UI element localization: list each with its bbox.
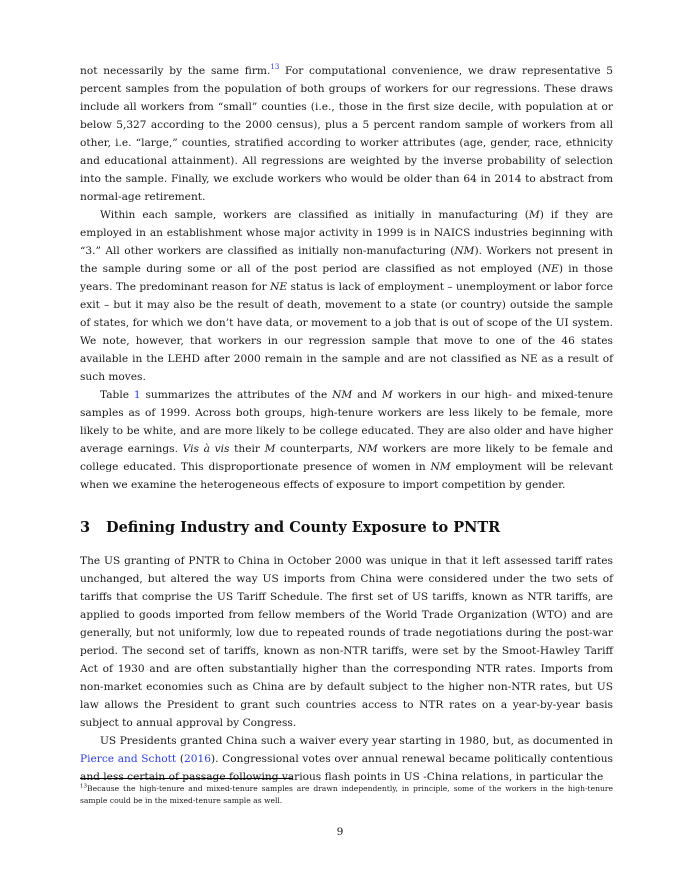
footnote-divider <box>80 778 293 779</box>
footnote-text: Because the high-tenure and mixed-tenure samples are drawn independently, in principle, some of the workers in the high-tenure sample could be in the mixed-tenure sample as well. <box>80 784 613 805</box>
section-number: 3 <box>80 519 91 536</box>
footnote-mark: 13 <box>80 783 87 790</box>
footnote-13 <box>80 783 613 806</box>
paper-body <box>80 62 613 786</box>
citation-link-name[interactable]: Pierce and Schott <box>80 753 177 765</box>
paragraph-presidents: US Presidents granted China such a waiver every year starting in 1980, but, as documented in Pierce and Schott (2016). Congressional votes over annual renewal became politically contentious and less certain of passage following various flash points in US -China relations, in particular the <box>80 735 613 783</box>
footnote-ref-13[interactable]: 13 <box>270 63 280 71</box>
section-title: Defining Industry and County Exposure to PNTR <box>106 519 501 536</box>
paragraph-table-summary: Table 1 summarizes the attributes of the NM and M workers in our high- and mixed-tenure samples as of 1999. Across both groups, high-tenure workers are less likely to be female, more likely to be white, and are more likely to be college educated. They are also older and have higher average earnings. Vis à vis their M counterparts, NM workers are more likely to be female and college educated. This disproportionate presence of women in NM employment will be relevant when we examine the heterogeneous effects of exposure to import competition by gender. <box>80 389 613 491</box>
paragraph-classification: Within each sample, workers are classified as initially in manufacturing (M) if they are employed in an establishment whose major activity in 1999 is in NAICS industries beginning with “3.” All other workers are classified as initially non-manufacturing (NM). Workers not present in the sample during some or all of the post period are classified as not employed (NE) in those years. The predominant reason for NE status is lack of employment – unemployment or labor force exit – but it may also be the result of death, movement to a state (or country) outside the sample of states, for which we don’t have data, or movement to a job that is out of scope of the UI system. We note, however, that workers in our regression sample that move to one of the 46 states available in the LEHD after 2000 remain in the sample and are not classified as NE as a result of such moves. <box>80 209 614 383</box>
paragraph-sampling: not necessarily by the same firm.$^{13}$ For computational convenience, we draw representative 5 percent samples from the population of both groups of workers for our regressions. These draws include all workers from “small” counties (i.e., those in the first size decile, with population at or below 5,327 according to the 2000 census), plus a 5 percent random sample of workers from all other, i.e. “large,” counties, stratified according to worker attributes (age, gender, race, ethnicity and educational attainment). All regressions are weighted by the inverse probability of selection into the sample. Finally, we exclude workers who would be older than 64 in 2014 to abstract from normal-age retirement. <box>80 63 613 203</box>
page-number: 9 <box>336 826 344 838</box>
table-1-link[interactable]: 1 <box>133 389 141 401</box>
paragraph-pntr: The US granting of PNTR to China in October 2000 was unique in that it left assessed tariff rates unchanged, but altered the way US imports from China were considered under the two sets of tariffs that comprise the US Tariff Schedule. The first set of US tariffs, known as NTR tariffs, are applied to goods imported from fellow members of the World Trade Organization (WTO) and are generally, but not uniformly, low due to repeated rounds of trade negotiations during the post-war period. The second set of tariffs, known as non-NTR tariffs, were set by the Smoot-Hawley Tariff Act of 1930 and are often substantially higher than the corresponding NTR rates. Imports from non-market economies such as China are by default subject to the higher non-NTR rates, but US law allows the President to grant such countries access to NTR rates on a year-by-year basis subject to annual approval by Congress. <box>80 555 613 729</box>
citation-link-year[interactable]: 2016 <box>184 753 211 765</box>
section-heading <box>80 518 613 538</box>
